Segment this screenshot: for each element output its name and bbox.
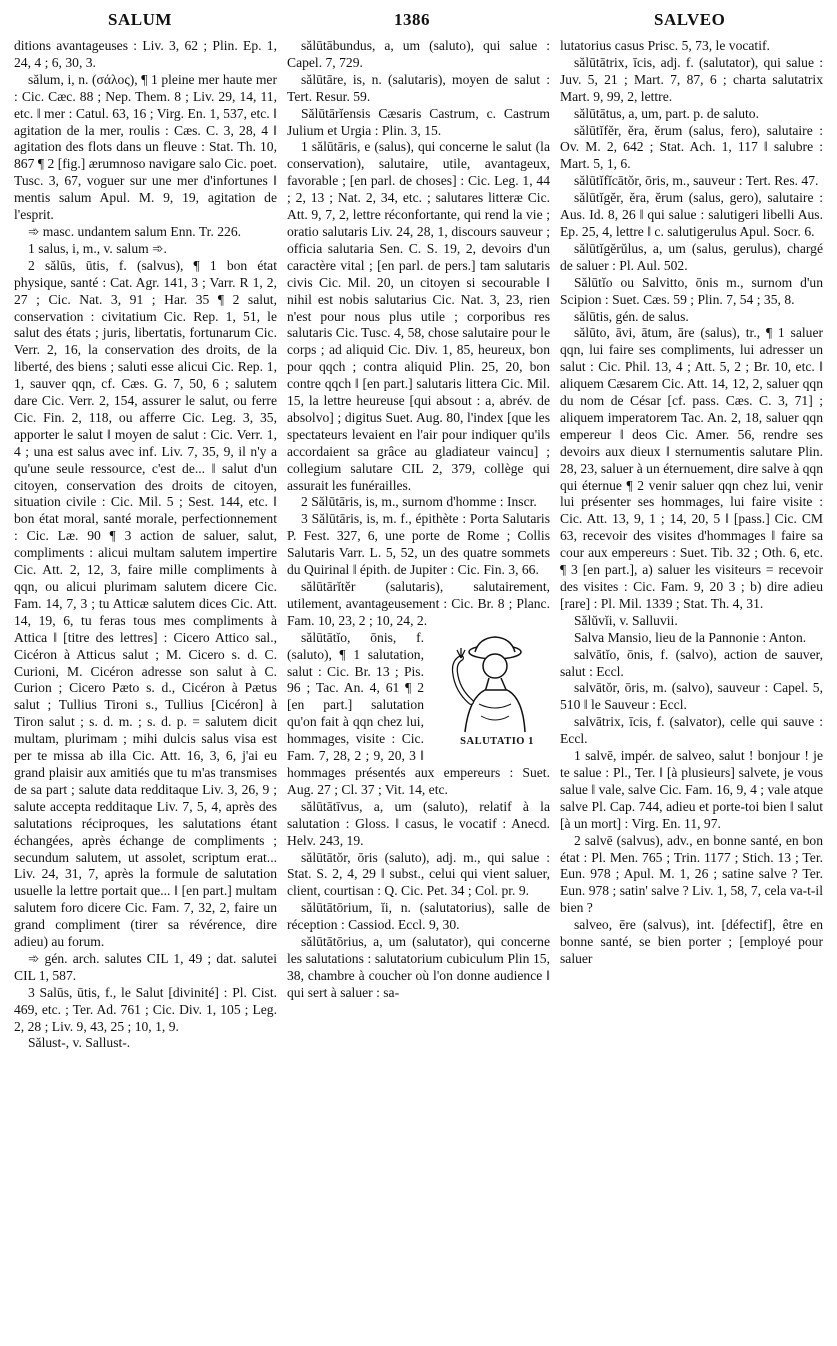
dictionary-entry — [560, 106, 823, 123]
dictionary-entry — [287, 934, 550, 1002]
dictionary-entry — [287, 139, 550, 494]
dictionary-entry — [560, 630, 823, 647]
entry-text: sălūtĭgĕrŭlus, a, um (salus, gerulus), chargé de saluer : Pl. Aul. 502. — [560, 240, 823, 273]
entry-text: sălūto, āvi, ātum, āre (salus), tr., ¶ 1 saluer qqn, lui faire ses compliments, lui adresser un salut : Cic. Phil. 13, 4 ; Att. 5, 2 ; Br. 10, etc. ‖ aliquem Cæsarem Cic. Att. 14, 12, 2, saluer qqn du nom de César [cf. pass. Cæs. C. 3, 71] ; aliquem imperatorem Tac. An. 2, 18, saluer qqn empereur ‖ deos Cic. Amer. 56, rendre ses devoirs aux dieux ‖ sternumentis salutare Plin. 28, 23, saluer à un éternuement, dire salve à qqn qui éternue ¶ 2 venir saluer qqn chez lui, venir lui présenter ses hommages, lui faire visite : Cic. Att. 13, 9, 1 ; 14, 20, 5 ‖ [pass.] Cic. CM 63, recevoir des visites d'hommages ‖ faire sa cour aux empereurs : Suet. Tib. 32 ; Oth. 6, etc. ¶ 3 [en part.], a) saluer les visiteurs = recevoir des visites : Cic. Fam. 9, 20 3 ; b) dire adieu [rare] : Pl. Mil. 1339 ; Stat. Th. 4, 31. — [560, 325, 823, 611]
dictionary-entry — [287, 579, 550, 630]
entry-text: sălūtĭfĕr, ĕra, ĕrum (salus, fero), salutaire : Ov. M. 2, 642 ; Stat. Ach. 1, 117 ‖ salubre : Mart. 5, 1, 6. — [560, 122, 823, 172]
dictionary-entry — [560, 123, 823, 174]
dictionary-entry — [287, 900, 550, 934]
dictionary-entry — [560, 647, 823, 681]
entry-text: salvātrix, īcis, f. (salvator), celle qui sauve : Eccl. — [560, 714, 823, 747]
figure-caption: SALUTATIO 1 — [460, 735, 534, 747]
entry-text: Sălūtĭo ou Salvitto, ōnis m., surnom d'un Scipion : Suet. Cæs. 59 ; Plin. 7, 54 ; 35, 8. — [560, 274, 823, 307]
entry-text: sălūtātĭo, ōnis, f. (saluto), ¶ 1 salutation, salut : Cic. Br. 13 ; Pis. 96 ; Tac. An. 4, 61 ¶ 2 [en part.] salutation qu'on fait à qqn chez lui, hommages, visite : Cic. Fam. 7, 28, 2 ; 9, 20, 3 ‖ hommages présentés aux empereurs : Suet. Aug. 27 ; Cl. 37 ; Vit. 14, etc. — [287, 629, 550, 797]
entry-text: 3 Salūs, ūtis, f., le Salut [divinité] : Pl. Cist. 469, etc. ; Ter. Ad. 761 ; Cic. Div. 1, 105 ; Leg. 2, 28 ; Liv. 9, 43, 25 ; 10, 1, 9. — [14, 984, 277, 1034]
dictionary-entry — [560, 680, 823, 714]
dictionary-entry — [560, 241, 823, 275]
page-number: 1386 — [394, 10, 430, 29]
entry-text: sălūtātrix, īcis, adj. f. (salutator), qui salue : Juv. 5, 21 ; Mart. 7, 87, 6 ; charta salutatrix Mart. 9, 99, 2, lettre. — [560, 54, 823, 104]
dictionary-entry — [560, 325, 823, 612]
dictionary-entry — [14, 72, 277, 224]
entry-text: ➾ masc. undantem salum Enn. Tr. 226. — [28, 223, 242, 239]
page-header — [14, 8, 823, 34]
entry-text: 3 Sălūtāris, is, m. f., épithète : Porta Salutaris P. Fest. 327, 6, une porte de Rome ; Collis Salutaris Varr. L. 5, 52, un des quatre sommets du Quirinal ‖ épith. de Jupiter : Cic. Fin. 3, 66. — [287, 511, 550, 578]
dictionary-entry — [560, 309, 823, 326]
columns — [14, 38, 823, 1052]
entry-text: sălūtāre, is, n. (salutaris), moyen de salut : Tert. Resur. 59. — [287, 71, 550, 104]
entry-text: sălūtĭgĕr, ĕra, ĕrum (salus, gero), salutaire : Aus. Id. 8, 26 ‖ qui salue : salutigeri libelli Aus. Ep. 25, 4, lettre ‖ c. salutigerulus Apul. Socr. 6. — [560, 190, 823, 239]
entry-text: 1 sălūtāris, e (salus), qui concerne le salut (la conservation), salutaire, utile, avantageux, favorable ; [en parl. de choses] : Cic. Leg. 1, 44 ; 2, 13 ; Nat. 2, 34, etc. ; salutares litteræ Cic. Att. 9, 7, 2, lettre réconfortante, qui rend la vie ; oratio salutaris Liv. 24, 28, 1, discours sauveur ; officia salutaria Sen. C. S. 19, 2, devoirs d'un caractère vital ; [en parl. de pers.] tam salutaris civis Cic. Mil. 20, un citoyen si secourable ‖ nihil est nobis salutarius Cic. Nat. 3, 23, rien n'est pour nous plus utile ; corporibus res salutaris Cic. Tusc. 4, 58, chose salutaire pour le corps ; ad aliquid Cic. Div. 1, 85, heureux, bon pour qqch ; contra aliquid Plin. 25, 20, bon contre qqch ‖ [en part.] salutaris littera Cic. Mil. 15, la lettre heureuse [qui absout : a, abrév. de absolvo] ; digitus Suet. Aug. 80, l'index [que les spectateurs levaient en l'air pour indiquer qu'ils accordaient sa grâce au gladiateur vaincu] ; collegium salutare CIL 2, 379, collège qui assurait les funérailles. — [287, 139, 550, 493]
entry-text: sălūtis, gén. de salus. — [574, 308, 689, 324]
running-head-right: SALVEO — [654, 10, 726, 29]
entry-text: Sălust-, v. Sallust-. — [28, 1035, 131, 1051]
dictionary-entry — [14, 985, 277, 1036]
dictionary-entry — [287, 106, 550, 140]
column-right — [560, 38, 823, 1052]
entry-text: ditions avantageuses : Liv. 3, 62 ; Plin. Ep. 1, 24, 4 ; 6, 30, 3. — [14, 38, 277, 70]
dictionary-entry — [14, 38, 277, 72]
dictionary-entry — [14, 1035, 277, 1052]
column-middle — [287, 38, 550, 1052]
dictionary-entry — [14, 241, 277, 258]
dictionary-entry — [14, 951, 277, 985]
entry-text: 2 salvē (salvus), adv., en bonne santé, en bon état : Pl. Men. 765 ; Trin. 1177 ; Stich. 13 ; Ter. Eun. 978 ; Apul. M. 1, 26 ; satine salve ? Ter. Eun. 978 ; satin' salve ? Liv. 1, 58, 7, cela va-t-il bien ? — [560, 832, 823, 916]
dictionary-entry — [560, 714, 823, 748]
entry-text: 1 salus, i, m., v. salum ➾. — [28, 240, 167, 256]
dictionary-entry — [14, 258, 277, 951]
entry-text: sălūtātōrium, ĭi, n. (salutatorius), salle de réception : Cassiod. Eccl. 9, 30. — [287, 900, 550, 933]
entry-text: sălūtātŏr, ōris (saluto), adj. m., qui salue : Stat. S. 2, 4, 29 ‖ subst., celui qui vient saluer, client, courtisan : Q. Cic. Pet. 34 ; Col. pr. 9. — [287, 849, 550, 899]
running-head-left: SALUM — [108, 10, 172, 29]
entry-text: sălūtārĭtĕr (salutaris), salutairement, utilement, avantageusement : Cic. Br. 8 ; Planc. Fam. 10, 23, 2 ; 10, 24, 2. — [287, 579, 550, 628]
entry-text: sălūtĭfĭcātŏr, ōris, m., sauveur : Tert. Res. 47. — [574, 173, 819, 189]
dictionary-entry — [560, 613, 823, 630]
dictionary-entry — [14, 224, 277, 241]
dictionary-entry — [560, 38, 823, 55]
dictionary-entry — [560, 173, 823, 190]
entry-text: Salva Mansio, lieu de la Pannonie : Anton. — [574, 629, 807, 645]
dictionary-entry — [560, 190, 823, 241]
dictionary-entry — [287, 38, 550, 72]
dictionary-entry — [287, 850, 550, 901]
dictionary-entry — [287, 494, 550, 511]
entry-text: ➾ gén. arch. salutes CIL 1, 49 ; dat. salutei CIL 1, 587. — [14, 950, 277, 983]
entry-text: sălūtātōrius, a, um (salutator), qui concerne les salutations : salutatorium cubiculum Plin 15, 38, chambre à coucher où l'on donne audience ‖ qui sert à saluer : sa- — [287, 934, 550, 1000]
entry-text: Sălūtārĭensis Cæsaris Castrum, c. Castrum Julium et Urgia : Plin. 3, 15. — [287, 105, 550, 138]
entry-text: 2 Sălūtāris, is, m., surnom d'homme : Inscr. — [301, 494, 537, 510]
entry-text: sălūtātīvus, a, um (saluto), relatif à la salutation : Gloss. ‖ casus, le vocatif : Anecd. Helv. 243, 19. — [287, 798, 550, 848]
salutatio-illustration — [430, 632, 550, 752]
entry-text: sălum, i, n. (σάλος), ¶ 1 pleine mer haute mer : Cic. Cæc. 88 ; Nep. Them. 8 ; Liv. 29, 14, 11, etc. ‖ mer : Catul. 63, 16 ; Virg. En. 1, 537, etc. ‖ agitation de la mer, roulis : Cæs. C. 3, 28, 4 ‖ agitation des flots dans un fleuve : Stat. Th. 10, 867 ¶ 2 [fig.] ærumnoso navigare salo Cic. poet. Tusc. 3, 67, voguer sur une mer d'infortunes ‖ mentis salum Apul. M. 9, 19, agitation de l'esprit. — [14, 71, 277, 223]
entry-text: lutatorius casus Prisc. 5, 73, le vocatif. — [560, 38, 770, 53]
entry-text: Sălŭvĭi, v. Salluvii. — [574, 612, 678, 628]
dictionary-entry — [560, 917, 823, 968]
entry-text: salveo, ēre (salvus), int. [défectif], être en bonne santé, se bien porter ; [employé pour saluer — [560, 917, 823, 966]
entry-text: 1 salvē, impér. de salveo, salut ! bonjour ! je te salue : Pl., Ter. ‖ [à plusieurs] salvete, je vous salue ‖ vale, salve Cic. Fam. 16, 9, 4 ; vale atque salve Pl. Cap. 744, adieu et porte-toi bien ‖ salut [à un mort] : Virg. En. 11, 97. — [560, 748, 823, 831]
column-left — [14, 38, 277, 1052]
dictionary-entry — [287, 72, 550, 106]
dictionary-entry — [287, 799, 550, 850]
entry-text: sălūtābundus, a, um (saluto), qui salue : Capel. 7, 729. — [287, 38, 550, 70]
dictionary-entry — [287, 630, 550, 799]
saluting-figure-icon — [435, 632, 545, 732]
entry-text: 2 sălūs, ūtis, f. (salvus), ¶ 1 bon état physique, santé : Cat. Agr. 141, 3 ; Varr. R 1, 2, 27 ; Cic. Nat. 3, 91 ; Har. 35 ¶ 2 salut, conservation : civitatium Cic. Rep. 1, 51, le salut des états ; juris, libertatis, fortunarum Cic. Verr. 2, 16, la conservation des droits, de la liberté, des biens ; saluti esse alicui Cic. Rep. 1, 1, sauver qqn, cf. Cæs. G. 7, 50, 6 ; salutem dare Cic. Verr. 2, 154, assurer le salut, ou ferre Cic. Fin. 2, 118, ou afferre Cic. Leg. 3, 35, apporter le salut ‖ moyen de salut : Cic. Verr. 1, 4 ; una est salus avec inf. Liv. 7, 35, 9, il n'y a qu'une seule ressource, c'est de... ‖ salut d'un citoyen, conservation des droits de citoyen, situation civile : Cic. Mil. 5 ; Sest. 144, etc. ‖ bon état moral, santé morale, perfectionnement : Cic. Læ. 90 ¶ 3 action de saluer, salut, compliments : alicui multam salutem impertire Cic. Att. 2, 12, 3, faire mille compliments à qqn, ou alicui plurimam salutem dicere Cic. Fam. 14, 7, 3 ; tu Atticæ salutem dices Cic. Att. 14, 19, 6, tu feras tous mes compliments à Attica ‖ [titre des lettres] : Cicero Attico sal., Cicéron à Atticus salut ; M. Cicero s. d. C. Curioni, M. Cicéron adresse son salut à C. Curion ; Cicero Pæto s. d., Cicéron à Pætus salut ; Tullius Tironi s., Tullius [Cicéron] à Tiron salut ; s. d. m. ; s. d. p. = salutem dicit multam, plurimam ; mihi dulcis salus visa est per te missa ab illa Cic. Att. 16, 3, 6, j'ai eu grand plaisir aux amitiés que tu m'as transmises de sa part ; salute data redditaque Liv. 3, 26, 9 ; salute accepta redditaque Liv. 7, 5, 4, après des salutations réciproques, les salutations étant échangées, après échange de compliments ; secundum salutem, ut assolet, scriptum erat... Liv. 24, 31, 7, après la formule de salutation usuelle la lettre portait que... ‖ [en part.] multam salutem foro dicere Cic. Fam. 7, 32, 2, faire un grand compliment (tirer sa révérence, dire adieu) au forum. — [14, 257, 277, 950]
dictionary-entry — [287, 511, 550, 579]
dictionary-entry — [560, 748, 823, 833]
entry-text: sălūtātus, a, um, part. p. de saluto. — [574, 105, 759, 121]
dictionary-entry — [560, 275, 823, 309]
entry-text: salvātŏr, ōris, m. (salvo), sauveur : Capel. 5, 510 ‖ le Sauveur : Eccl. — [560, 680, 823, 713]
dictionary-entry — [560, 55, 823, 106]
entry-text: salvātĭo, ōnis, f. (salvo), action de sauver, salut : Eccl. — [560, 646, 823, 679]
dictionary-entry — [560, 833, 823, 918]
